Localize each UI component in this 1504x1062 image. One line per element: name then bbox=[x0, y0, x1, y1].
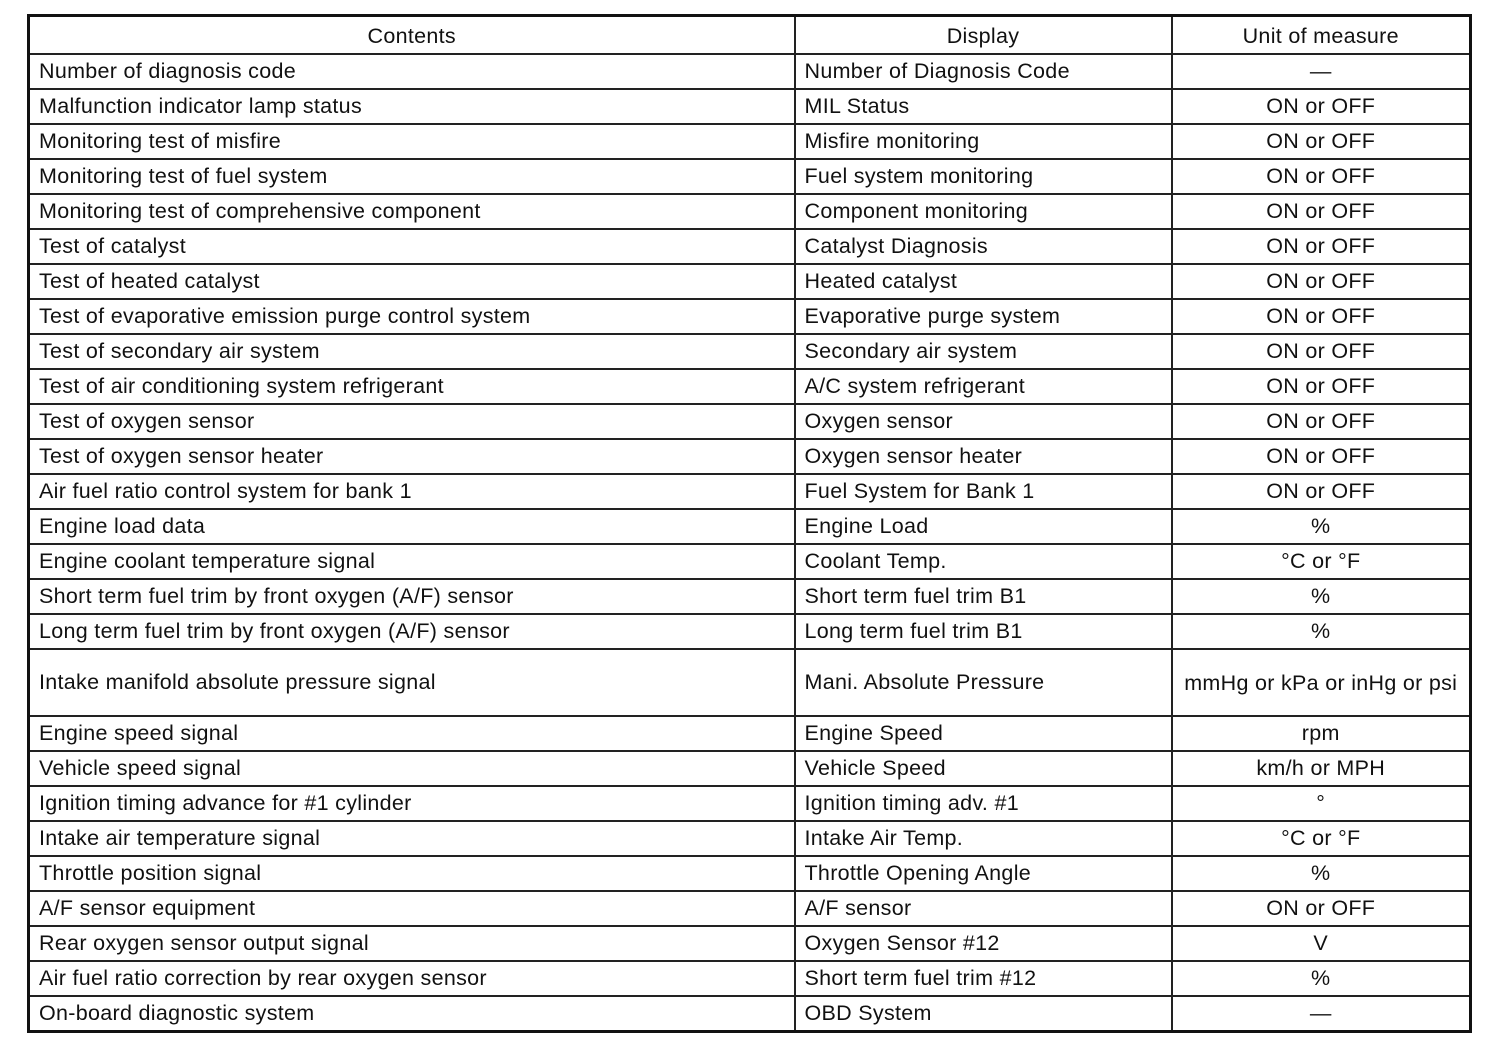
display-cell: Ignition timing adv. #1 bbox=[795, 786, 1172, 821]
contents-cell: A/F sensor equipment bbox=[29, 891, 795, 926]
table-row bbox=[29, 961, 1471, 996]
contents-cell: Short term fuel trim by front oxygen (A/F) sensor bbox=[29, 579, 795, 614]
table-row bbox=[29, 124, 1471, 159]
table-row bbox=[29, 474, 1471, 509]
contents-cell: On-board diagnostic system bbox=[29, 996, 795, 1032]
table-row bbox=[29, 751, 1471, 786]
header-display: Display bbox=[795, 16, 1172, 55]
contents-cell: Throttle position signal bbox=[29, 856, 795, 891]
obd-data-table bbox=[27, 14, 1472, 1033]
display-cell: Evaporative purge system bbox=[795, 299, 1172, 334]
unit-cell: V bbox=[1172, 926, 1471, 961]
contents-cell: Intake air temperature signal bbox=[29, 821, 795, 856]
display-cell: Mani. Absolute Pressure bbox=[795, 649, 1172, 716]
table-row bbox=[29, 786, 1471, 821]
display-cell: Vehicle Speed bbox=[795, 751, 1172, 786]
unit-cell: % bbox=[1172, 614, 1471, 649]
unit-cell: ON or OFF bbox=[1172, 264, 1471, 299]
table-row bbox=[29, 89, 1471, 124]
display-cell: A/C system refrigerant bbox=[795, 369, 1172, 404]
contents-cell: Monitoring test of fuel system bbox=[29, 159, 795, 194]
display-cell: Component monitoring bbox=[795, 194, 1172, 229]
display-cell: Short term fuel trim B1 bbox=[795, 579, 1172, 614]
unit-cell: ON or OFF bbox=[1172, 89, 1471, 124]
display-cell: Engine Load bbox=[795, 509, 1172, 544]
table-row bbox=[29, 404, 1471, 439]
display-cell: Coolant Temp. bbox=[795, 544, 1172, 579]
unit-cell: — bbox=[1172, 54, 1471, 89]
unit-cell: mmHg or kPa or inHg or psi bbox=[1172, 649, 1471, 716]
contents-cell: Air fuel ratio control system for bank 1 bbox=[29, 474, 795, 509]
table-row bbox=[29, 194, 1471, 229]
unit-cell: — bbox=[1172, 996, 1471, 1032]
display-cell: Long term fuel trim B1 bbox=[795, 614, 1172, 649]
contents-cell: Vehicle speed signal bbox=[29, 751, 795, 786]
table-row bbox=[29, 579, 1471, 614]
contents-cell: Test of oxygen sensor heater bbox=[29, 439, 795, 474]
display-cell: Oxygen sensor heater bbox=[795, 439, 1172, 474]
display-cell: Intake Air Temp. bbox=[795, 821, 1172, 856]
table-row bbox=[29, 229, 1471, 264]
contents-cell: Number of diagnosis code bbox=[29, 54, 795, 89]
contents-cell: Rear oxygen sensor output signal bbox=[29, 926, 795, 961]
unit-cell: ON or OFF bbox=[1172, 439, 1471, 474]
document-page bbox=[27, 14, 1469, 1033]
unit-cell: % bbox=[1172, 509, 1471, 544]
contents-cell: Test of air conditioning system refrigerant bbox=[29, 369, 795, 404]
unit-cell: ON or OFF bbox=[1172, 299, 1471, 334]
table-row bbox=[29, 649, 1471, 716]
unit-cell: °C or °F bbox=[1172, 544, 1471, 579]
display-cell: Fuel system monitoring bbox=[795, 159, 1172, 194]
contents-cell: Engine load data bbox=[29, 509, 795, 544]
unit-cell: ON or OFF bbox=[1172, 159, 1471, 194]
contents-cell: Engine coolant temperature signal bbox=[29, 544, 795, 579]
table-row bbox=[29, 891, 1471, 926]
display-cell: Misfire monitoring bbox=[795, 124, 1172, 159]
unit-cell: ON or OFF bbox=[1172, 229, 1471, 264]
table-row bbox=[29, 369, 1471, 404]
display-cell: Throttle Opening Angle bbox=[795, 856, 1172, 891]
unit-cell: °C or °F bbox=[1172, 821, 1471, 856]
table-row bbox=[29, 439, 1471, 474]
unit-cell: ON or OFF bbox=[1172, 369, 1471, 404]
table-row bbox=[29, 996, 1471, 1032]
unit-cell: ON or OFF bbox=[1172, 124, 1471, 159]
unit-cell: ON or OFF bbox=[1172, 334, 1471, 369]
unit-cell: % bbox=[1172, 579, 1471, 614]
table-row bbox=[29, 299, 1471, 334]
unit-cell: ON or OFF bbox=[1172, 891, 1471, 926]
contents-cell: Test of oxygen sensor bbox=[29, 404, 795, 439]
display-cell: MIL Status bbox=[795, 89, 1172, 124]
contents-cell: Malfunction indicator lamp status bbox=[29, 89, 795, 124]
contents-cell: Monitoring test of comprehensive component bbox=[29, 194, 795, 229]
display-cell: A/F sensor bbox=[795, 891, 1172, 926]
header-unit-of-measure: Unit of measure bbox=[1172, 16, 1471, 55]
display-cell: Heated catalyst bbox=[795, 264, 1172, 299]
contents-cell: Air fuel ratio correction by rear oxygen sensor bbox=[29, 961, 795, 996]
display-cell: Engine Speed bbox=[795, 716, 1172, 751]
display-cell: Secondary air system bbox=[795, 334, 1172, 369]
table-header-row bbox=[29, 16, 1471, 55]
display-cell: OBD System bbox=[795, 996, 1172, 1032]
contents-cell: Long term fuel trim by front oxygen (A/F) sensor bbox=[29, 614, 795, 649]
display-cell: Oxygen sensor bbox=[795, 404, 1172, 439]
display-cell: Short term fuel trim #12 bbox=[795, 961, 1172, 996]
table-row bbox=[29, 856, 1471, 891]
contents-cell: Monitoring test of misfire bbox=[29, 124, 795, 159]
table-row bbox=[29, 926, 1471, 961]
contents-cell: Engine speed signal bbox=[29, 716, 795, 751]
unit-cell: % bbox=[1172, 856, 1471, 891]
contents-cell: Test of evaporative emission purge control system bbox=[29, 299, 795, 334]
unit-cell: ON or OFF bbox=[1172, 474, 1471, 509]
contents-cell: Test of secondary air system bbox=[29, 334, 795, 369]
table-row bbox=[29, 509, 1471, 544]
table-row bbox=[29, 821, 1471, 856]
display-cell: Number of Diagnosis Code bbox=[795, 54, 1172, 89]
unit-cell: ° bbox=[1172, 786, 1471, 821]
table-row bbox=[29, 54, 1471, 89]
table-row bbox=[29, 716, 1471, 751]
unit-cell: km/h or MPH bbox=[1172, 751, 1471, 786]
table-row bbox=[29, 264, 1471, 299]
unit-cell: rpm bbox=[1172, 716, 1471, 751]
contents-cell: Test of heated catalyst bbox=[29, 264, 795, 299]
display-cell: Fuel System for Bank 1 bbox=[795, 474, 1172, 509]
contents-cell: Intake manifold absolute pressure signal bbox=[29, 649, 795, 716]
contents-cell: Ignition timing advance for #1 cylinder bbox=[29, 786, 795, 821]
table-row bbox=[29, 614, 1471, 649]
unit-cell: ON or OFF bbox=[1172, 194, 1471, 229]
display-cell: Catalyst Diagnosis bbox=[795, 229, 1172, 264]
table-row bbox=[29, 334, 1471, 369]
display-cell: Oxygen Sensor #12 bbox=[795, 926, 1172, 961]
unit-cell: % bbox=[1172, 961, 1471, 996]
table-row bbox=[29, 544, 1471, 579]
unit-cell: ON or OFF bbox=[1172, 404, 1471, 439]
header-contents: Contents bbox=[29, 16, 795, 55]
contents-cell: Test of catalyst bbox=[29, 229, 795, 264]
table-row bbox=[29, 159, 1471, 194]
